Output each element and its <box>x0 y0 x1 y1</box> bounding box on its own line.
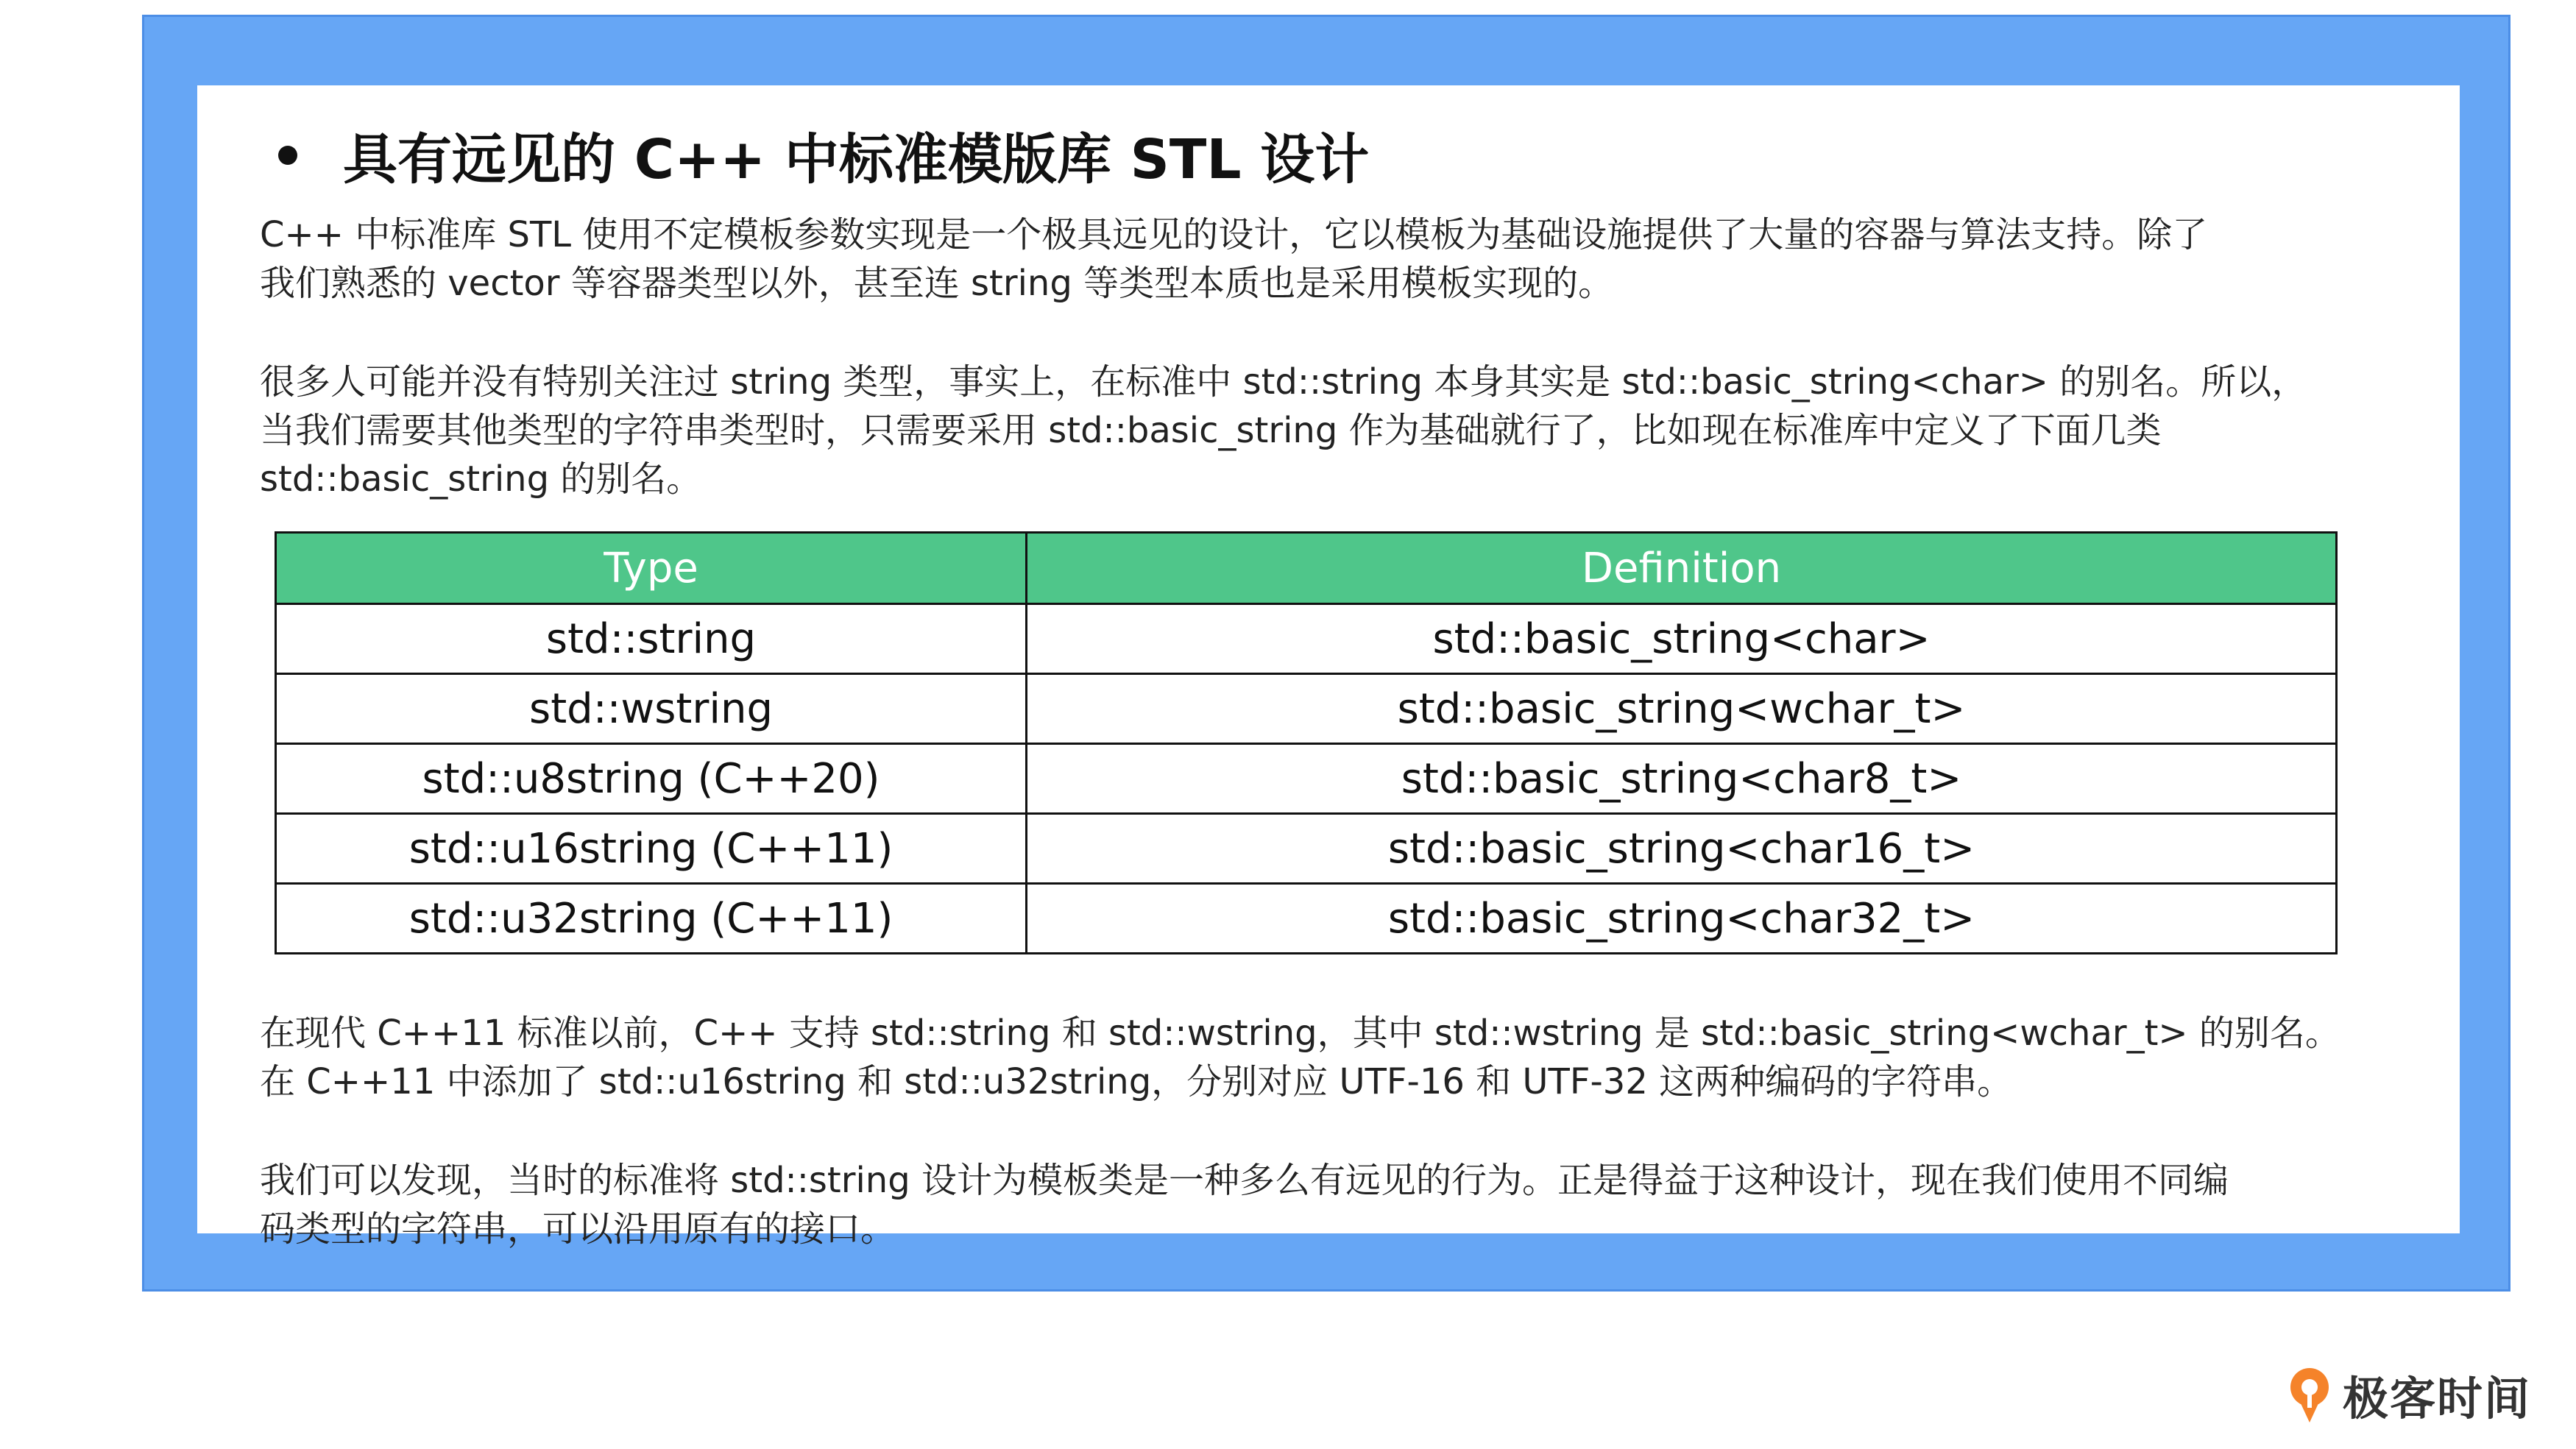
cell-definition: std::basic_string<char> <box>1027 604 2337 674</box>
paragraph-line: 在 C++11 中添加了 std::u16string 和 std::u32string，分别对应 UTF-16 和 UTF-32 这两种编码的字符串。 <box>260 1061 2013 1102</box>
table-row <box>276 674 2337 744</box>
header-type: Type <box>276 533 1027 604</box>
geektime-logo-icon <box>2285 1365 2334 1424</box>
cell-definition: std::basic_string<char32_t> <box>1027 884 2337 954</box>
table-row <box>276 604 2337 674</box>
cell-type: std::string <box>276 604 1027 674</box>
paragraph-line: C++ 中标准库 STL 使用不定模板参数实现是一个极具远见的设计，它以模板为基础设施提供了大量的容器与算法支持。除了 <box>260 214 2208 255</box>
cell-type: std::wstring <box>276 674 1027 744</box>
paragraph-line: std::basic_string 的别名。 <box>260 458 702 500</box>
paragraph-line: 当我们需要其他类型的字符串类型时，只需要采用 std::basic_string 作为基础就行了，比如现在标准库中定义了下面几类 <box>260 410 2162 451</box>
table-row <box>276 884 2337 954</box>
cell-definition: std::basic_string<wchar_t> <box>1027 674 2337 744</box>
slide-heading <box>278 100 1369 210</box>
paragraph-line: 我们可以发现，当时的标准将 std::string 设计为模板类是一种多么有远见的行为。正是得益于这种设计，现在我们使用不同编 <box>260 1160 2229 1201</box>
heading-text: 具有远见的 C++ 中标准模版库 STL 设计 <box>343 128 1370 191</box>
paragraph-intro <box>260 210 2453 308</box>
cell-type: std::u16string (C++11) <box>276 814 1027 884</box>
string-types-table <box>275 531 2335 954</box>
table-row <box>276 744 2337 814</box>
paragraph-line: 很多人可能并没有特别关注过 string 类型，事实上，在标准中 std::string 本身其实是 std::basic_string<char> 的别名。所以， <box>260 361 2307 403</box>
slide-frame <box>142 15 2510 1292</box>
paragraph-string-alias <box>260 358 2453 503</box>
cell-type: std::u32string (C++11) <box>276 884 1027 954</box>
logo-text: 极客时间 <box>2343 1371 2532 1425</box>
paragraph-cpp11 <box>260 1009 2453 1106</box>
geektime-logo <box>2285 1361 2531 1428</box>
paragraph-conclusion <box>260 1156 2453 1253</box>
cell-definition: std::basic_string<char8_t> <box>1027 744 2337 814</box>
slide-card <box>197 85 2460 1250</box>
table-row <box>276 814 2337 884</box>
header-definition: Definition <box>1027 533 2337 604</box>
paragraph-line: 我们熟悉的 vector 等容器类型以外，甚至连 string 等类型本质也是采用模板实现的。 <box>260 263 1614 304</box>
cell-definition: std::basic_string<char16_t> <box>1027 814 2337 884</box>
table-header-row <box>276 533 2337 604</box>
bullet-icon <box>278 146 297 165</box>
cell-type: std::u8string (C++20) <box>276 744 1027 814</box>
paragraph-line: 码类型的字符串，可以沿用原有的接口。 <box>260 1208 896 1250</box>
paragraph-line: 在现代 C++11 标准以前，C++ 支持 std::string 和 std::wstring，其中 std::wstring 是 std::basic_string<wchar_t> 的别名。 <box>260 1013 2340 1054</box>
